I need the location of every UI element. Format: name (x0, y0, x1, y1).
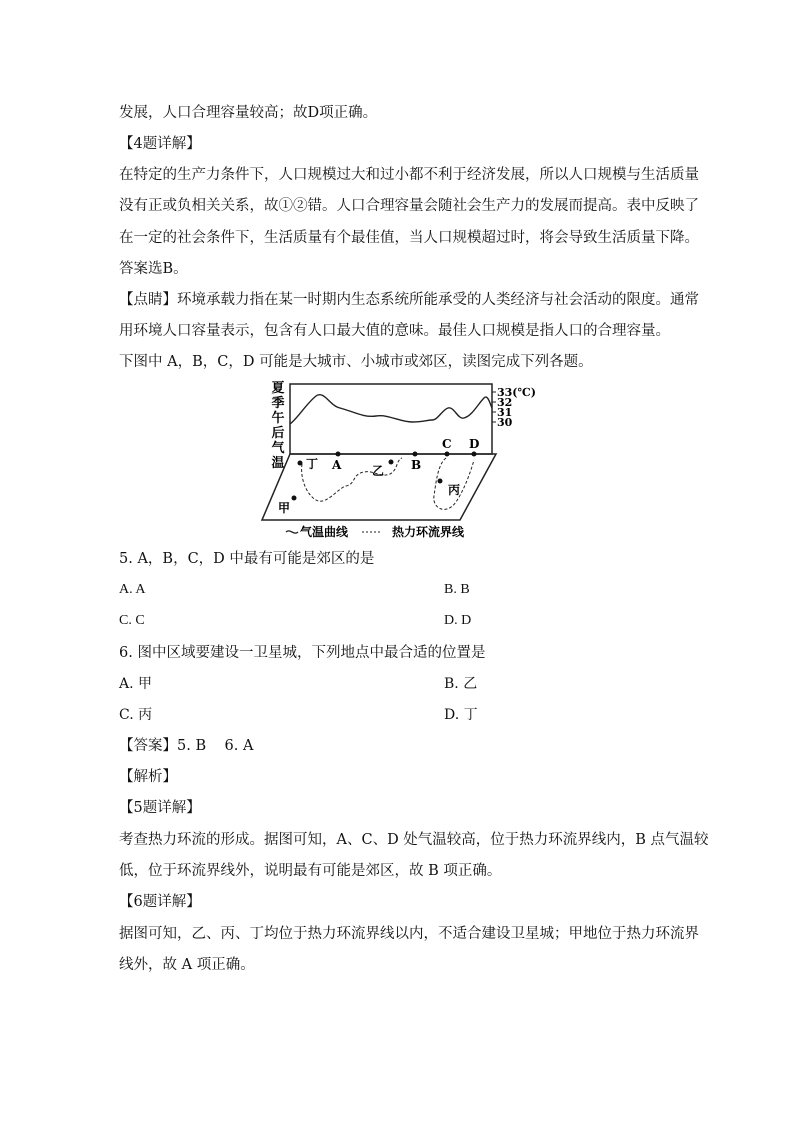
line-8: 下图中 A，B，C，D 可能是大城市、小城市或郊区，读图完成下列各题。 (119, 354, 593, 370)
y-label-char: 后 (271, 426, 285, 441)
y-label-char: 温 (271, 456, 285, 471)
y-label-char: 夏 (271, 381, 285, 396)
temperature-curve (290, 395, 492, 424)
q6-detail-heading: 【6题详解】 (119, 894, 201, 910)
legend-boundary-label: 热力环流界线 (392, 525, 465, 539)
q5-option-c: C. C (119, 613, 145, 628)
q5-detail-line-1: 低，位于环流界线外，说明最有可能是郊区，故 B 项正确。 (119, 863, 502, 879)
line-6: 【点睛】环境承载力指在某一时期内生态系统所能承受的人类经济与社会活动的限度。通常 (119, 292, 699, 308)
place-yi-dot (389, 460, 394, 465)
point-a-dot (336, 452, 341, 457)
line-7: 用环境人口容量表示，包含有人口最大值的意味。最佳人口规模是指人口的合理容量。 (119, 323, 670, 339)
legend-curve-swatch (286, 531, 298, 533)
tick-label: 30 (497, 416, 513, 429)
point-c-dot (445, 452, 450, 457)
q5-detail-line-0: 考查热力环流的形成。据图可知，A、C、D 处气温较高，位于热力环流界线内，B 点气温较 (119, 832, 709, 848)
line-5: 答案选B。 (119, 261, 188, 277)
point-c-label: C (442, 437, 452, 451)
q6-detail-line-0: 据图可知，乙、丙、丁均位于热力环流界线以内，不适合建设卫星城；甲地位于热力环流界 (119, 926, 699, 942)
q6-option-c: C. 丙 (119, 707, 153, 723)
point-d-dot (472, 452, 477, 457)
line-1: 【4题详解】 (119, 136, 201, 152)
q5-stem: 5. A，B，C，D 中最有可能是郊区的是 (119, 551, 375, 567)
place-bing-dot (438, 479, 443, 484)
place-yi-label: 乙 (372, 464, 385, 478)
q5-detail-heading: 【5题详解】 (119, 800, 201, 816)
y-label-char: 气 (271, 441, 285, 456)
urban-heat-figure (260, 378, 540, 548)
line-4: 在一定的社会条件下，生活质量有个最佳值，当人口规模超过时，将会导致生活质量下降。 (119, 230, 699, 246)
place-ding-dot (298, 461, 303, 466)
place-jia-label: 甲 (278, 501, 291, 515)
q6-option-a: A. 甲 (119, 676, 153, 692)
point-a-label: A (332, 458, 342, 472)
tick-label: 31 (497, 406, 513, 419)
tick-label: 32 (497, 396, 513, 409)
analysis-heading: 【解析】 (119, 769, 177, 785)
unit-label: 33(℃) (497, 386, 536, 399)
line-0: 发展，人口合理容量较高；故D项正确。 (119, 105, 378, 121)
place-bing-label: 丙 (448, 483, 461, 497)
legend-curve-label: 气温曲线 (300, 525, 349, 539)
q6-detail-line-1: 线外，故 A 项正确。 (119, 957, 255, 973)
answer-line: 【答案】5. B 6. A (119, 738, 254, 754)
q6-stem: 6. 图中区域要建设一卫星城，下列地点中最合适的位置是 (119, 645, 486, 661)
q6-option-b: B. 乙 (444, 676, 478, 692)
q6-option-d: D. 丁 (444, 707, 478, 723)
point-b-dot (413, 452, 418, 457)
line-2: 在特定的生产力条件下，人口规模过大和过小都不利于经济发展，所以人口规模与生活质量 (119, 167, 699, 183)
q5-option-b: B. B (444, 582, 470, 597)
point-d-label: D (469, 437, 480, 451)
point-b-label: B (411, 458, 422, 472)
place-jia-dot (292, 496, 297, 501)
place-ding-label: 丁 (306, 457, 319, 471)
q5-option-d: D. D (444, 613, 472, 628)
line-3: 没有正或负相关关系，故①②错。人口合理容量会随社会生产力的发展而提高。表中反映了 (119, 198, 699, 214)
y-label-char: 季 (271, 396, 285, 411)
y-label-char: 午 (271, 411, 285, 426)
q5-option-a: A. A (119, 582, 146, 597)
